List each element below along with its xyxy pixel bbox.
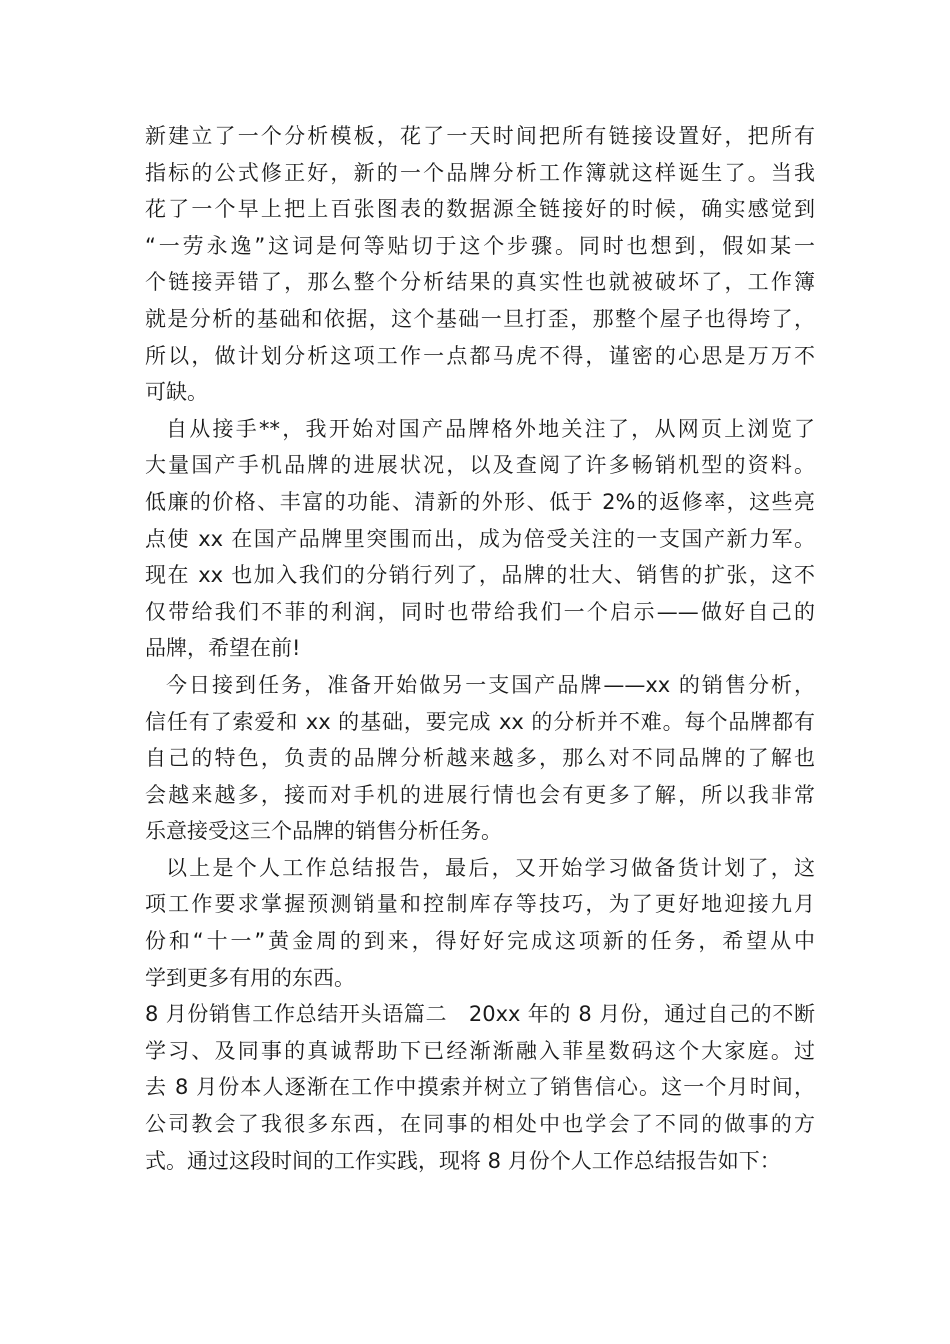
text-line: 份和“十一”黄金周的到来，得好好完成这项新的任务，希望从中 [145,929,815,954]
text-line: 点使 xx 在国产品牌里突围而出，成为倍受关注的一支国产新力军。 [145,526,815,551]
paragraph-first-line: 自从接手**，我开始对国产品牌格外地关注了，从网页上浏览了 [166,416,815,441]
text-line: 花了一个早上把上百张图表的数据源全链接好的时候，确实感觉到 [145,197,815,222]
text-line: 指标的公式修正好，新的一个品牌分析工作簿就这样诞生了。当我 [145,160,815,185]
text-line: 所以，做计划分析这项工作一点都马虎不得，谨密的心思是万万不 [145,343,815,368]
text-line: 自己的特色，负责的品牌分析越来越多，那么对不同品牌的了解也 [145,746,815,771]
paragraph-first-line: 以上是个人工作总结报告，最后，又开始学习做备货计划了，这 [166,855,815,880]
text-line: 现在 xx 也加入我们的分销行列了，品牌的壮大、销售的扩张，这不 [145,563,815,588]
text-line: 个链接弄错了，那么整个分析结果的真实性也就被破坏了，工作簿 [145,270,815,295]
text-line: 去 8 月份本人逐渐在工作中摸索并树立了销售信心。这一个月时间， [145,1075,815,1100]
text-line: 信任有了索爱和 xx 的基础，要完成 xx 的分析并不难。每个品牌都有 [145,709,815,734]
paragraph-first-line: 今日接到任务，准备开始做另一支国产品牌——xx 的销售分析， [166,672,815,697]
text-line: 学到更多有用的东西。 [145,965,355,990]
text-line: 式。通过这段时间的工作实践，现将 8 月份个人工作总结报告如下： [145,1148,781,1173]
text-line: 就是分析的基础和依据，这个基础一旦打歪，那整个屋子也得垮了， [145,306,815,331]
text-line: 低廉的价格、丰富的功能、清新的外形、低于 2%的返修率，这些亮 [145,489,815,514]
text-line: 仅带给我们不菲的利润，同时也带给我们一个启示——做好自己的 [145,599,815,624]
text-line: 公司教会了我很多东西，在同事的相处中也学会了不同的做事的方 [145,1112,815,1137]
text-line: 乐意接受这三个品牌的销售分析任务。 [145,819,502,844]
text-line: 学习、及同事的真诚帮助下已经渐渐融入菲星数码这个大家庭。过 [145,1038,815,1063]
body-text [145,118,815,1179]
text-line: 项工作要求掌握预测销量和控制库存等技巧，为了更好地迎接九月 [145,892,815,917]
text-line: 可缺。 [145,380,208,405]
text-line: 新建立了一个分析模板，花了一天时间把所有链接设置好，把所有 [145,124,815,148]
text-line: 品牌，希望在前! [145,636,301,661]
text-line: 大量国产手机品牌的进展状况，以及查阅了许多畅销机型的资料。 [145,453,815,478]
text-line: “一劳永逸”这词是何等贴切于这个步骤。同时也想到，假如某一 [145,233,815,258]
text-line: 会越来越多，接而对手机的进展行情也会有更多了解，所以我非常 [145,782,815,807]
section-heading-line: 8 月份销售工作总结开头语篇二 20xx 年的 8 月份，通过自己的不断 [145,1002,815,1027]
